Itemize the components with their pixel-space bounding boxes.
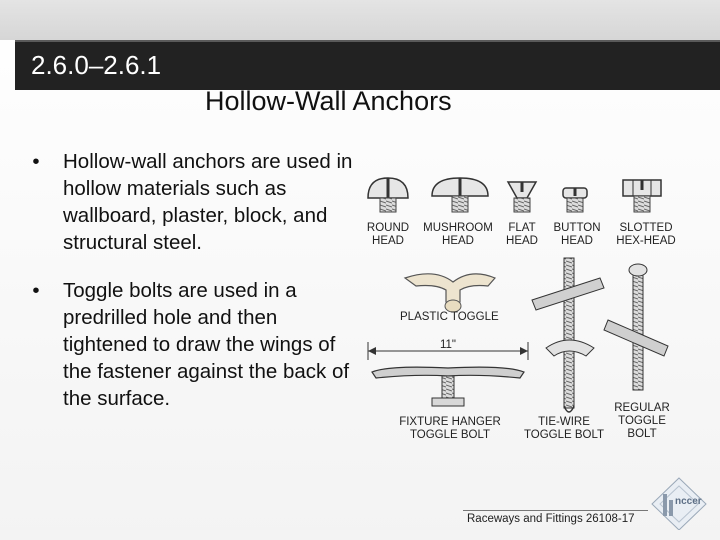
regular-toggle-label: REGULAR	[614, 402, 670, 414]
bullet-text: Hollow-wall anchors are used in hollow materials such as wallboard, plaster, block, and structural steel.	[63, 150, 353, 254]
slotted-hex-head-label: SLOTTED	[619, 222, 673, 234]
fixture-hanger-label: FIXTURE HANGER	[399, 416, 501, 428]
logo-text: nccer	[675, 496, 702, 507]
plastic-toggle-icon	[405, 274, 495, 312]
mushroom-head-label: HEAD	[442, 235, 474, 247]
bullet-dot-icon: •	[32, 279, 40, 302]
mushroom-head-label: MUSHROOM	[423, 222, 493, 234]
button-head-label: BUTTON	[553, 222, 601, 234]
bullet-item	[30, 148, 360, 256]
round-head-screw-icon	[368, 178, 408, 212]
fixture-hanger-toggle-bolt-icon	[372, 367, 524, 406]
regular-toggle-label: BOLT	[627, 428, 657, 440]
plastic-toggle-label: PLASTIC TOGGLE	[400, 311, 499, 323]
button-head-label: HEAD	[561, 235, 593, 247]
slotted-hex-head-label: HEX-HEAD	[616, 235, 676, 247]
bullet-text: Toggle bolts are used in a predrilled hole and then tightened to draw the wings of the fastener against the back of the surface.	[63, 279, 350, 410]
title-bar	[15, 40, 720, 90]
footer-text: Raceways and Fittings 26108-17	[467, 513, 635, 525]
slotted-hex-head-screw-icon	[623, 180, 661, 212]
bullet-list	[30, 148, 360, 433]
flat-head-label: HEAD	[506, 235, 538, 247]
nccer-logo-icon	[648, 474, 710, 530]
flat-head-label: FLAT	[508, 222, 536, 234]
top-strip	[0, 0, 720, 40]
mushroom-head-screw-icon	[432, 178, 488, 212]
slide-title: Hollow-Wall Anchors	[205, 86, 452, 116]
tie-wire-label: TOGGLE BOLT	[523, 429, 605, 441]
tie-wire-label: TIE-WIRE	[538, 416, 590, 428]
regular-toggle-bolt-icon	[604, 264, 668, 390]
fixture-hanger-label: TOGGLE BOLT	[409, 429, 491, 441]
footer-divider	[463, 510, 648, 511]
anchor-illustration	[350, 160, 690, 450]
button-head-screw-icon	[563, 188, 587, 212]
round-head-label: HEAD	[372, 235, 404, 247]
anchor-figure	[350, 160, 690, 450]
flat-head-screw-icon	[508, 182, 536, 212]
regular-toggle-label: TOGGLE	[618, 415, 666, 427]
tie-wire-toggle-bolt-icon	[532, 258, 604, 412]
dimension-label: 11"	[439, 339, 457, 351]
bullet-dot-icon: •	[32, 150, 40, 173]
round-head-label: ROUND	[366, 222, 410, 234]
section-code: 2.6.0–2.6.1	[31, 50, 162, 80]
bullet-item	[30, 277, 360, 412]
